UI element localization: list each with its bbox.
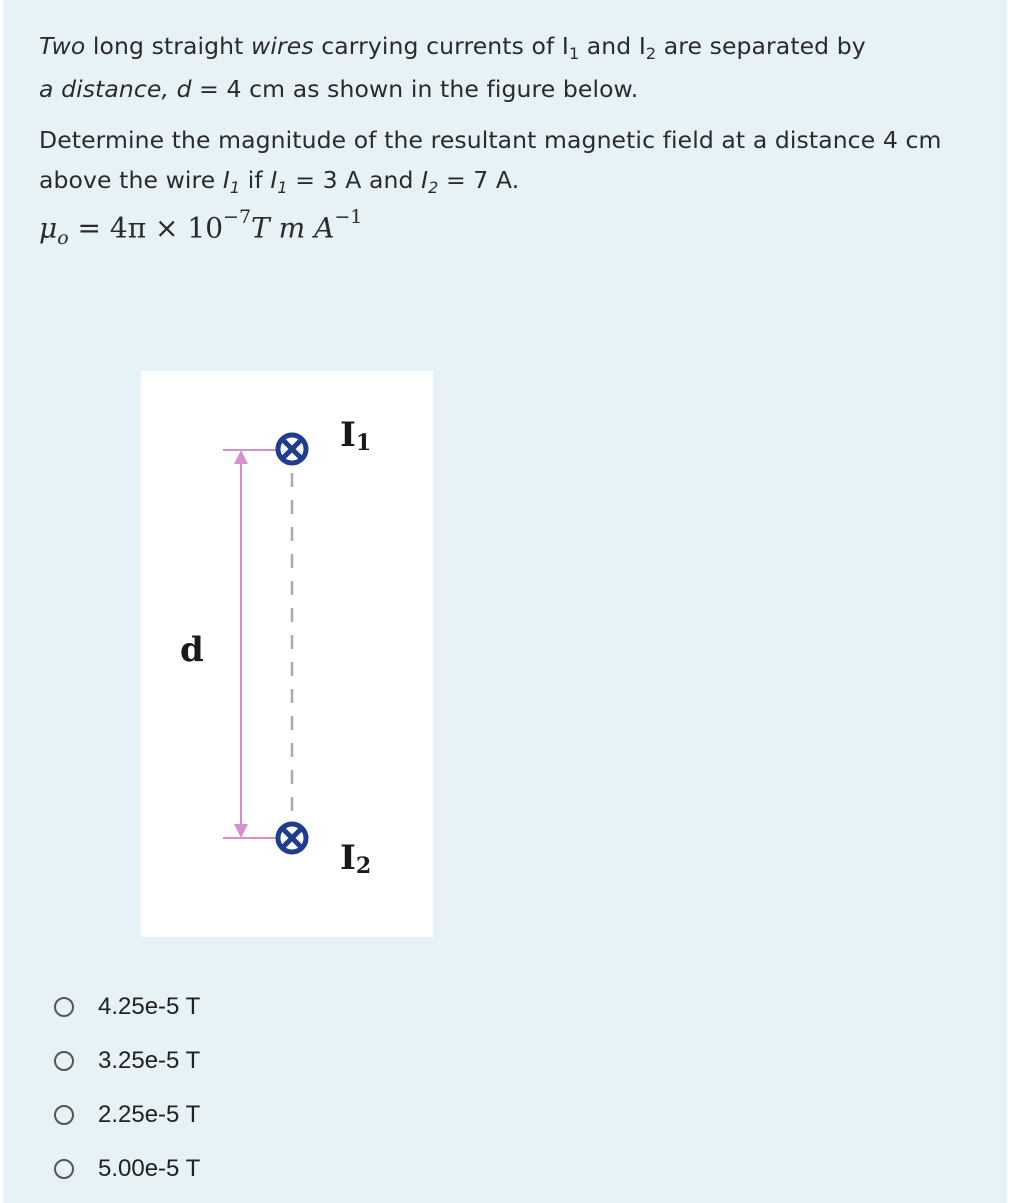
formula-unit-a: A bbox=[314, 211, 335, 245]
subscript: 1 bbox=[229, 178, 241, 197]
current-into-page-icon bbox=[278, 824, 306, 852]
formula-unit-t: T bbox=[251, 211, 270, 245]
arrowhead-down-icon bbox=[234, 824, 248, 838]
formula-exponent: −7 bbox=[223, 206, 252, 228]
option-label: 4.25e-5 T bbox=[98, 993, 201, 1020]
formula-mu: μ bbox=[39, 211, 58, 245]
subscript: 2 bbox=[428, 178, 439, 197]
question-text-intro bbox=[39, 26, 989, 109]
text-segment: above the wire bbox=[39, 166, 223, 194]
text-segment: are separated by bbox=[656, 32, 866, 60]
emphasis-word: Two bbox=[39, 32, 86, 60]
variable: I bbox=[270, 166, 278, 194]
emphasis-word: a distance, d bbox=[39, 75, 192, 103]
wires-figure bbox=[141, 371, 433, 937]
text-segment: Determine the magnitude of the resultant magnetic field at a distance 4 cm bbox=[39, 126, 942, 154]
text-segment: = 7 A. bbox=[438, 166, 520, 194]
option-row[interactable] bbox=[52, 980, 200, 1034]
label-text: I bbox=[340, 415, 356, 455]
label-distance: d bbox=[180, 630, 204, 670]
text-segment: long straight bbox=[85, 32, 252, 60]
formula-unit-m: m bbox=[269, 211, 315, 245]
text-segment: = 4 cm as shown in the figure below. bbox=[191, 75, 639, 103]
label-subscript: 1 bbox=[355, 430, 372, 456]
variable: I bbox=[421, 166, 429, 194]
formula-subscript: o bbox=[57, 226, 69, 249]
current-into-page-icon bbox=[278, 435, 306, 463]
emphasis-word: wires bbox=[251, 32, 314, 60]
question-text-task bbox=[39, 120, 989, 203]
option-label: 3.25e-5 T bbox=[98, 1047, 201, 1074]
permeability-formula bbox=[39, 206, 363, 249]
radio-button[interactable] bbox=[54, 1105, 74, 1125]
label-text: I bbox=[340, 838, 356, 878]
radio-button[interactable] bbox=[54, 1051, 74, 1071]
subscript: 2 bbox=[645, 44, 657, 63]
label-current-1 bbox=[340, 415, 371, 455]
variable: I bbox=[222, 166, 230, 194]
text-segment: carrying currents of I bbox=[313, 32, 569, 60]
option-label: 2.25e-5 T bbox=[98, 1101, 201, 1128]
formula-body: = 4π × 10 bbox=[68, 211, 224, 245]
text-segment: = 3 A and bbox=[287, 166, 422, 194]
subscript: 1 bbox=[277, 178, 288, 197]
option-label: 5.00e-5 T bbox=[98, 1155, 201, 1182]
option-row[interactable] bbox=[52, 1142, 200, 1196]
text-segment: if bbox=[240, 166, 271, 194]
label-subscript: 2 bbox=[355, 853, 372, 879]
formula-exponent: −1 bbox=[334, 206, 363, 228]
option-row[interactable] bbox=[52, 1088, 200, 1142]
subscript: 1 bbox=[568, 44, 580, 63]
label-current-2 bbox=[340, 838, 371, 878]
arrowhead-up-icon bbox=[234, 450, 248, 464]
option-row[interactable] bbox=[52, 1034, 200, 1088]
radio-button[interactable] bbox=[54, 997, 74, 1017]
answer-options bbox=[52, 980, 200, 1196]
text-segment: and I bbox=[579, 32, 646, 60]
radio-button[interactable] bbox=[54, 1159, 74, 1179]
